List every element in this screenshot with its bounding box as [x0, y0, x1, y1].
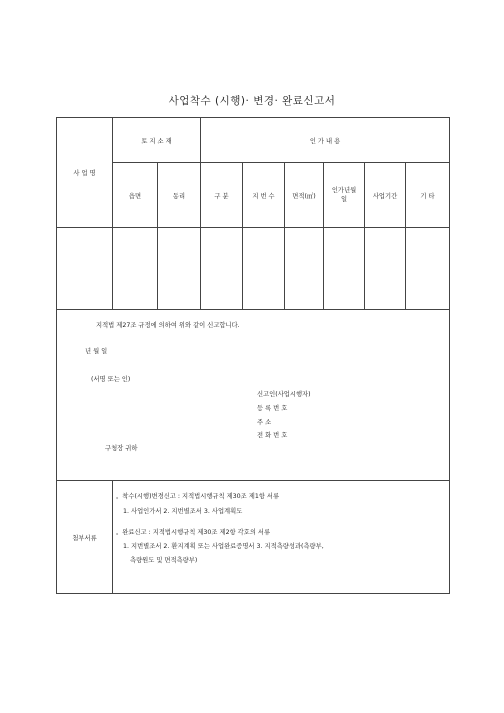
col-area: 면적(㎡)	[285, 163, 324, 228]
data-cell[interactable]	[158, 228, 201, 310]
declaration-section	[57, 310, 450, 481]
reporter-label: 신고인(사업시행자)	[257, 391, 311, 398]
data-cell[interactable]	[365, 228, 406, 310]
data-cell[interactable]	[113, 228, 158, 310]
data-cell[interactable]	[201, 228, 243, 310]
registration-number-label: 등 록 번 호	[257, 405, 288, 412]
col-category: 구 분	[201, 163, 243, 228]
attachments-label: 첨부서류	[57, 481, 113, 594]
col-approval-date: 인가년월일	[324, 163, 365, 228]
col-eupmyeon: 읍면	[113, 163, 158, 228]
report-form-table	[56, 117, 450, 594]
permit-contents-label: 인 가 내 용	[201, 118, 450, 163]
business-name-label: 사 업 명	[57, 118, 113, 228]
attachment-line-4: 1. 지번별조서 2. 환지계획 또는 사업완료증명서 3. 지적측량성과(측량부,	[123, 543, 324, 550]
attachment-line-2: 1. 사업인가서 2. 지번별조서 3. 사업계획도	[123, 508, 243, 515]
date-line: 년 월 일	[85, 348, 108, 355]
attachments-section	[113, 481, 450, 594]
land-location-label: 토 지 소 재	[113, 118, 201, 163]
address-label: 주 소	[257, 419, 272, 426]
form-title: 사업착수 (시행)· 변경· 완료신고서	[168, 95, 336, 107]
col-dongri: 동리	[158, 163, 201, 228]
addressee: 구청장 귀하	[105, 445, 138, 452]
data-cell[interactable]	[285, 228, 324, 310]
data-cell[interactable]	[57, 228, 113, 310]
attachment-line-1: 。착수(시행)변경신고 : 지적법시행규칙 제30조 제1항 서류	[116, 493, 280, 500]
sign-note: (서명 또는 인)	[91, 376, 131, 383]
col-etc: 기 타	[406, 163, 450, 228]
declaration-statement: 지적법 제27조 규정에 의하여 위와 같이 신고합니다.	[96, 322, 240, 329]
col-lot-count: 지 번 수	[243, 163, 285, 228]
col-period: 사업기간	[365, 163, 406, 228]
data-cell[interactable]	[406, 228, 450, 310]
data-cell[interactable]	[243, 228, 285, 310]
data-cell[interactable]	[324, 228, 365, 310]
attachment-line-3: 。완료신고 : 지적법시행규칙 제30조 제2항 각호의 서류	[116, 529, 271, 536]
attachment-line-5: 측량원도 및 면적측량부)	[130, 557, 198, 564]
phone-label: 전 화 번 호	[257, 432, 288, 439]
